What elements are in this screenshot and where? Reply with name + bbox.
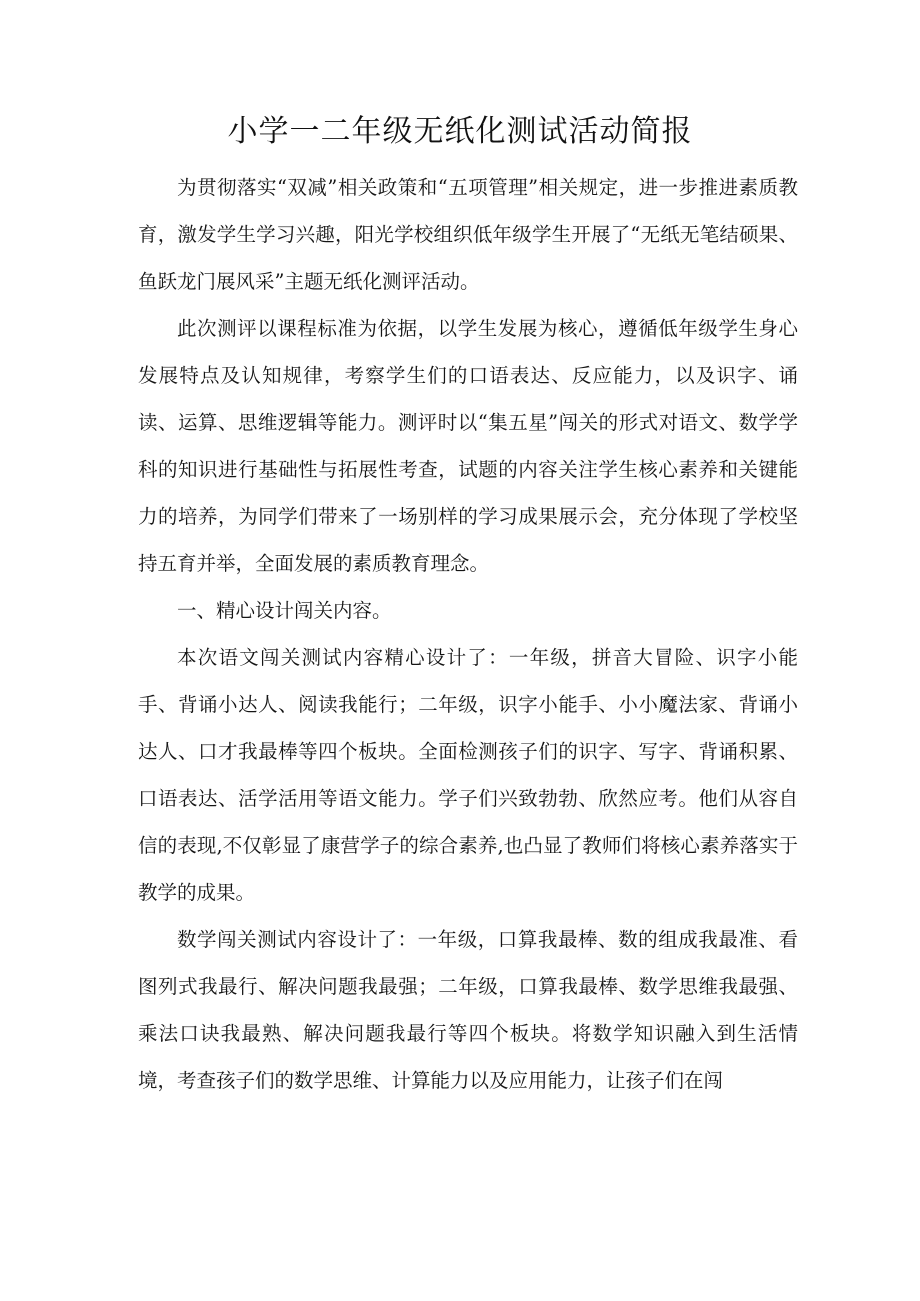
document-body <box>138 164 798 1104</box>
paragraph-intro: 为贯彻落实“双减”相关政策和“五项管理”相关规定，进一步推进素质教育，激发学生学习兴趣，阳光学校组织低年级学生开展了“无纸无笔结硕果、鱼跃龙门展风采”主题无纸化测评活动。 <box>138 176 798 293</box>
paragraph-evaluation: 此次测评以课程标准为依据，以学生发展为核心，遵循低年级学生身心发展特点及认知规律，考察学生们的口语表达、反应能力，以及识字、诵读、运算、思维逻辑等能力。测评时以“集五星”闯关的形式对语文、数学学科的知识进行基础性与拓展性考查，试题的内容关注学生核心素养和关键能力的培养，为同学们带来了一场别样的学习成果展示会，充分体现了学校坚持五育并举，全面发展的素质教育理念。 <box>138 317 798 575</box>
paragraph-chinese-test: 本次语文闯关测试内容精心设计了：一年级，拼音大冒险、识字小能手、背诵小达人、阅读我能行；二年级，识字小能手、小小魔法家、背诵小达人、口才我最棒等四个板块。全面检测孩子们的识字、写字、背诵积累、口语表达、活学活用等语文能力。学子们兴致勃勃、欣然应考。他们从容自信的表现,不仅彰显了康营学子的综合素养,也凸显了教师们将核心素养落实于教学的成果。 <box>138 646 798 904</box>
paragraph-math-test: 数学闯关测试内容设计了：一年级，口算我最棒、数的组成我最准、看图列式我最行、解决问题我最强；二年级，口算我最棒、数学思维我最强、乘法口诀我最熟、解决问题我最行等四个板块。将数学知识融入到生活情境，考查孩子们的数学思维、计算能力以及应用能力，让孩子们在闯 <box>138 928 798 1092</box>
document-title: 小学一二年级无纸化测试活动简报 <box>227 114 693 149</box>
section-heading-1: 一、精心设计闯关内容。 <box>177 599 392 622</box>
